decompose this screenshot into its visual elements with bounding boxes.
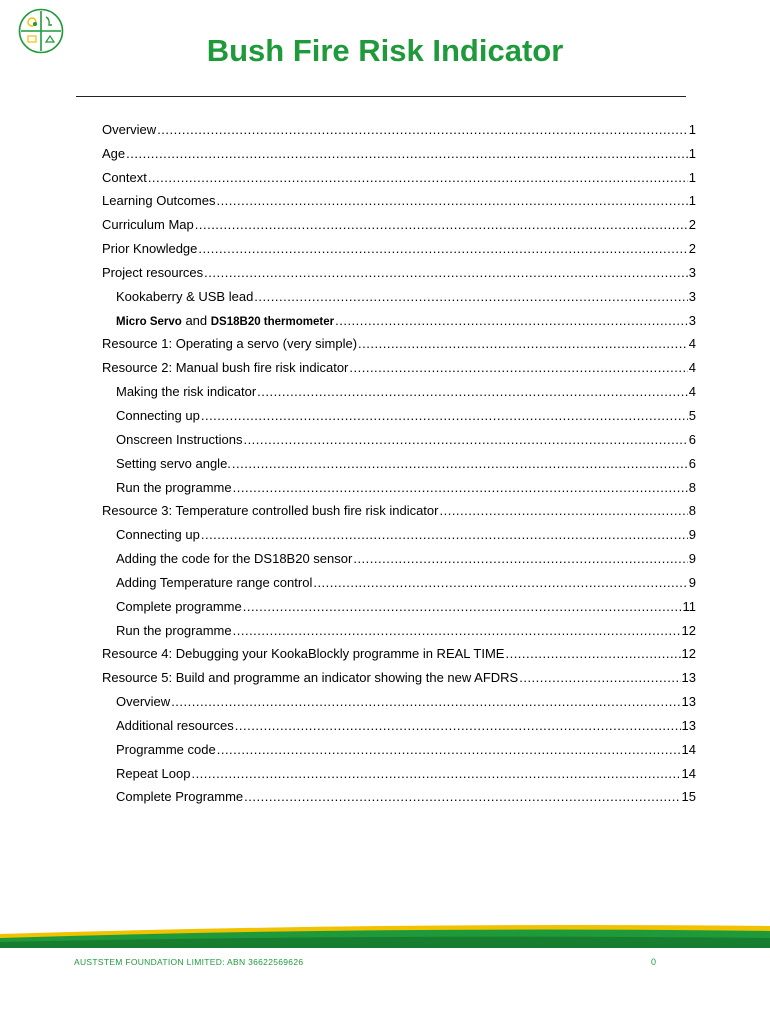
toc-leader-dots <box>171 694 680 709</box>
toc-entry-page: 5 <box>688 407 696 423</box>
toc-leader-dots <box>235 718 681 733</box>
toc-entry-label: Micro Servo and DS18B20 thermometer <box>116 312 335 328</box>
toc-entry-label: Run the programme <box>116 622 232 638</box>
toc-entry[interactable] <box>102 471 696 495</box>
toc-entry-page: 6 <box>688 431 696 447</box>
toc-entry-label: Context <box>102 169 147 185</box>
toc-leader-dots <box>201 408 688 423</box>
toc-leader-dots <box>217 742 681 757</box>
toc-entry-label: Resource 1: Operating a servo (very simple) <box>102 336 358 352</box>
toc-entry[interactable] <box>102 137 696 161</box>
toc-entry-label: Adding the code for the DS18B20 sensor <box>116 551 353 567</box>
toc-entry-label: Project resources <box>102 264 204 280</box>
toc-entry-label: Run the programme <box>116 479 232 495</box>
toc-entry-page: 1 <box>688 169 696 185</box>
toc-leader-dots <box>204 265 688 280</box>
toc-entry-label: Resource 4: Debugging your KookaBlockly programme in REAL TIME <box>102 646 505 662</box>
toc-entry-label: Connecting up <box>116 407 200 423</box>
toc-entry-label: Resource 3: Temperature controlled bush fire risk indicator <box>102 503 439 519</box>
toc-leader-dots <box>126 146 688 161</box>
toc-leader-dots <box>505 646 680 661</box>
toc-entry-page: 4 <box>688 384 696 400</box>
toc-entry-label: Onscreen Instructions <box>116 431 243 447</box>
toc-entry-page: 12 <box>681 622 696 638</box>
toc-entry[interactable] <box>102 685 696 709</box>
toc-entry-page: 8 <box>688 503 696 519</box>
toc-entry-label: Setting servo angle. <box>116 455 231 471</box>
footer-band <box>0 912 770 948</box>
toc-leader-dots <box>233 480 688 495</box>
toc-entry[interactable] <box>102 328 696 352</box>
toc-entry[interactable] <box>102 423 696 447</box>
toc-entry-page: 15 <box>681 789 696 805</box>
toc-entry-page: 4 <box>688 360 696 376</box>
toc-entry[interactable] <box>102 185 696 209</box>
toc-leader-dots <box>243 432 687 447</box>
toc-entry-page: 13 <box>681 694 696 710</box>
toc-leader-dots <box>358 336 688 351</box>
toc-entry[interactable] <box>102 590 696 614</box>
toc-entry[interactable] <box>102 304 696 328</box>
toc-leader-dots <box>198 241 687 256</box>
toc-entry[interactable] <box>102 542 696 566</box>
toc-entry[interactable] <box>102 638 696 662</box>
toc-entry-label: Programme code <box>116 741 216 757</box>
toc-entry[interactable] <box>102 757 696 781</box>
toc-entry-page: 13 <box>681 717 696 733</box>
toc-leader-dots <box>353 551 687 566</box>
toc-entry[interactable] <box>102 661 696 685</box>
toc-entry-page: 6 <box>688 455 696 471</box>
toc-entry-page: 1 <box>688 193 696 209</box>
toc-entry[interactable] <box>102 733 696 757</box>
table-of-contents <box>102 113 696 804</box>
toc-leader-dots <box>335 313 688 328</box>
toc-leader-dots <box>157 122 688 137</box>
toc-entry-label: Prior Knowledge <box>102 241 198 257</box>
toc-entry-label: Complete Programme <box>116 789 244 805</box>
toc-entry-page: 9 <box>688 574 696 590</box>
toc-entry[interactable] <box>102 232 696 256</box>
toc-entry[interactable] <box>102 399 696 423</box>
toc-entry-page: 13 <box>681 670 696 686</box>
toc-leader-dots <box>216 193 687 208</box>
toc-entry-page: 9 <box>688 551 696 567</box>
toc-leader-dots <box>148 170 688 185</box>
toc-entry-label: Connecting up <box>116 527 200 543</box>
toc-entry-page: 8 <box>688 479 696 495</box>
toc-entry-label: Making the risk indicator <box>116 384 257 400</box>
toc-entry-label: Overview <box>116 694 171 710</box>
toc-entry[interactable] <box>102 447 696 471</box>
toc-leader-dots <box>201 527 688 542</box>
title-divider <box>76 96 686 97</box>
toc-entry-label: Learning Outcomes <box>102 193 216 209</box>
toc-entry-page: 1 <box>688 145 696 161</box>
toc-entry[interactable] <box>102 113 696 137</box>
toc-entry[interactable] <box>102 614 696 638</box>
footer-page-number: 0 <box>651 957 657 967</box>
toc-entry[interactable] <box>102 280 696 304</box>
toc-entry[interactable] <box>102 518 696 542</box>
toc-entry-label: Curriculum Map <box>102 217 194 233</box>
toc-entry-page: 11 <box>682 598 696 614</box>
toc-entry-page: 2 <box>688 241 696 257</box>
toc-leader-dots <box>519 670 680 685</box>
toc-entry-page: 12 <box>681 646 696 662</box>
toc-leader-dots <box>439 503 687 518</box>
toc-entry[interactable] <box>102 208 696 232</box>
toc-entry[interactable] <box>102 709 696 733</box>
toc-entry-page: 2 <box>688 217 696 233</box>
toc-leader-dots <box>233 623 681 638</box>
toc-entry-page: 4 <box>688 336 696 352</box>
toc-entry[interactable] <box>102 256 696 280</box>
toc-entry-label: Adding Temperature range control <box>116 574 313 590</box>
toc-entry-page: 14 <box>681 765 696 781</box>
footer-organisation: AUSTSTEM FOUNDATION LIMITED: ABN 36622569626 <box>74 957 304 967</box>
toc-entry[interactable] <box>102 375 696 399</box>
toc-entry-label: Complete programme <box>116 598 242 614</box>
toc-leader-dots <box>232 456 688 471</box>
toc-entry-page: 14 <box>681 741 696 757</box>
toc-entry-label: Overview <box>102 121 157 137</box>
toc-leader-dots <box>244 789 680 804</box>
toc-entry-label: Resource 2: Manual bush fire risk indicator <box>102 360 349 376</box>
toc-leader-dots <box>349 360 687 375</box>
toc-leader-dots <box>257 384 688 399</box>
toc-leader-dots <box>254 289 687 304</box>
toc-entry-page: 3 <box>688 264 696 280</box>
toc-leader-dots <box>195 217 688 232</box>
toc-entry-page: 3 <box>688 312 696 328</box>
toc-leader-dots <box>243 599 682 614</box>
toc-leader-dots <box>313 575 687 590</box>
toc-entry[interactable] <box>102 495 696 519</box>
toc-entry-label: Repeat Loop <box>116 765 191 781</box>
toc-entry[interactable] <box>102 351 696 375</box>
toc-entry-page: 3 <box>688 288 696 304</box>
toc-entry-page: 9 <box>688 527 696 543</box>
page-title: Bush Fire Risk Indicator <box>206 33 564 68</box>
toc-entry-label: Resource 5: Build and programme an indicator showing the new AFDRS <box>102 670 519 686</box>
toc-entry[interactable] <box>102 566 696 590</box>
toc-entry-page: 1 <box>688 121 696 137</box>
toc-entry-label: Additional resources <box>116 717 234 733</box>
toc-entry-label: Age <box>102 145 126 161</box>
toc-entry[interactable] <box>102 161 696 185</box>
toc-leader-dots <box>191 766 680 781</box>
toc-entry[interactable] <box>102 781 696 805</box>
toc-entry-label: Kookaberry & USB lead <box>116 288 254 304</box>
